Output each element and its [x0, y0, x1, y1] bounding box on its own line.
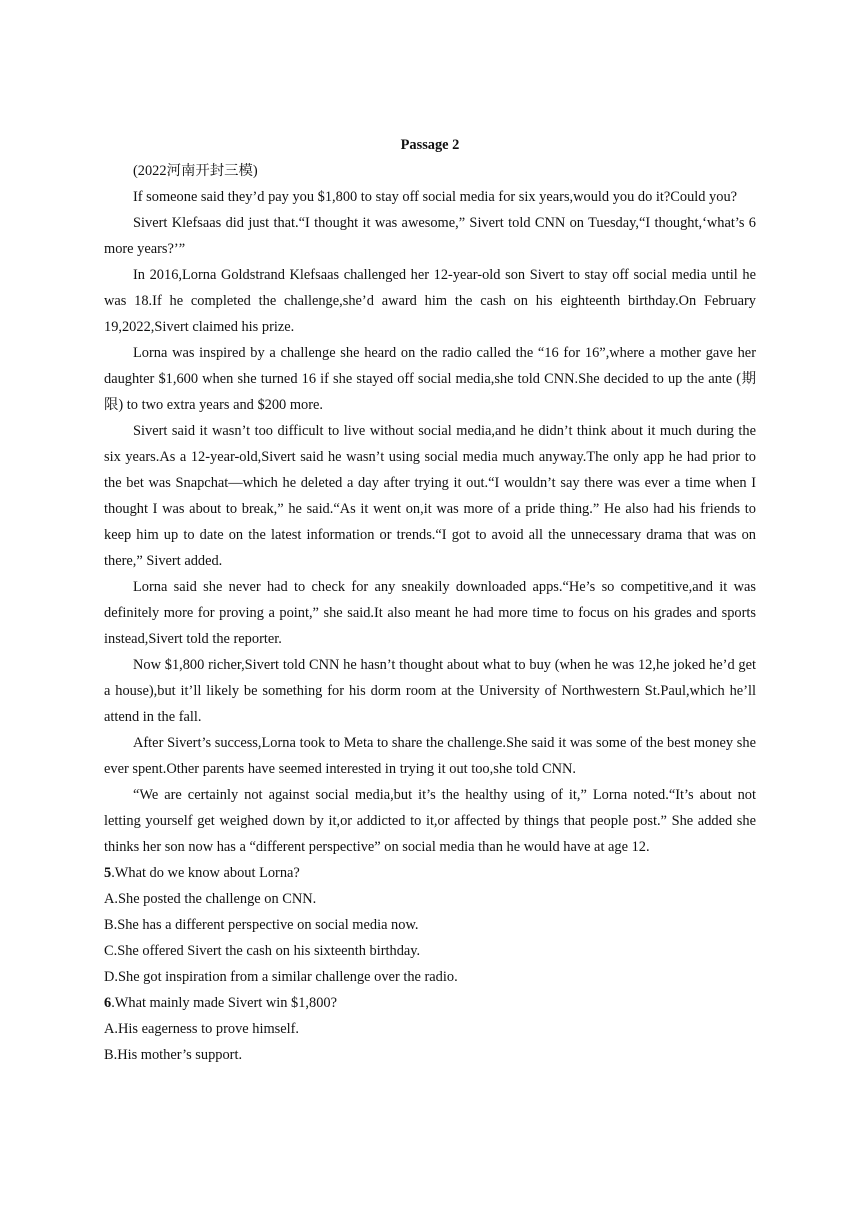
option-5c: C.She offered Sivert the cash on his sixteenth birthday. — [104, 943, 421, 959]
passage-source: (2022河南开封三模) — [133, 163, 258, 179]
option-6b: B.His mother’s support. — [104, 1047, 243, 1063]
option-5d: D.She got inspiration from a similar challenge over the radio. — [104, 969, 458, 985]
paragraph-5: Sivert said it wasn’t too difficult to live without social media,and he didn’t think about it much during the six years.As a 12-year-old,Sivert said he wasn’t using social media much anyway.The only app he had prior to the bet was Snapchat—which he deleted a day after trying it out.“I wouldn’t say there was ever a time when I thought I was about to break,” he said.“As it went on,it was more of a pride thing.” He also had his friends to keep him up to date on the latest information or trends.“I got to avoid all the unnecessary drama that was on there,” Sivert added. — [104, 423, 756, 569]
passage-title: Passage 2 — [400, 137, 460, 153]
paragraph-2: Sivert Klefsaas did just that.“I thought it was awesome,” Sivert told CNN on Tuesday,“I thought,‘what’s 6 more years?’” — [104, 215, 756, 257]
paragraph-1: If someone said they’d pay you $1,800 to stay off social media for six years,would you do it?Could you? — [133, 189, 738, 205]
option-5b: B.She has a different perspective on social media now. — [104, 917, 419, 933]
question-number: 5 — [104, 865, 112, 881]
paragraph-8: After Sivert’s success,Lorna took to Meta to share the challenge.She said it was some of the best money she ever spent.Other parents have seemed interested in trying it out too,she told CNN. — [104, 735, 756, 777]
paragraph-4: Lorna was inspired by a challenge she heard on the radio called the “16 for 16”,where a mother gave her daughter $1,600 when she turned 16 if she stayed off social media,she told CNN.She decided to up the ante (期限) to two extra years and $200 more. — [104, 345, 756, 413]
question-6 — [104, 990, 756, 1016]
question-text: .What do we know about Lorna? — [111, 865, 300, 881]
option-5a: A.She posted the challenge on CNN. — [104, 891, 317, 907]
paragraph-3: In 2016,Lorna Goldstrand Klefsaas challenged her 12-year-old son Sivert to stay off social media until he was 18.If he completed the challenge,she’d award him the cash on his eighteenth birthday.On February 19,2022,Sivert claimed his prize. — [104, 267, 756, 335]
document-page — [104, 132, 756, 1068]
option-6a: A.His eagerness to prove himself. — [104, 1021, 300, 1037]
question-number: 6 — [104, 995, 112, 1011]
paragraph-7: Now $1,800 richer,Sivert told CNN he hasn’t thought about what to buy (when he was 12,he joked he’d get a house),but it’ll likely be something for his dorm room at the University of Northwestern St.Paul,which he’ll attend in the fall. — [104, 657, 756, 725]
paragraph-9: “We are certainly not against social media,but it’s the healthy using of it,” Lorna noted.“It’s about not letting yourself get weighed down by it,or addicted to it,or affected by things that people post.” She added she thinks her son now has a “different perspective” on social media than he would have at age 12. — [104, 787, 756, 855]
paragraph-6: Lorna said she never had to check for any sneakily downloaded apps.“He’s so competitive,and it was definitely more for proving a point,” she said.It also meant he had more time to focus on his grades and sports instead,Sivert told the reporter. — [104, 579, 756, 647]
question-text: .What mainly made Sivert win $1,800? — [111, 995, 338, 1011]
question-5 — [104, 860, 756, 886]
